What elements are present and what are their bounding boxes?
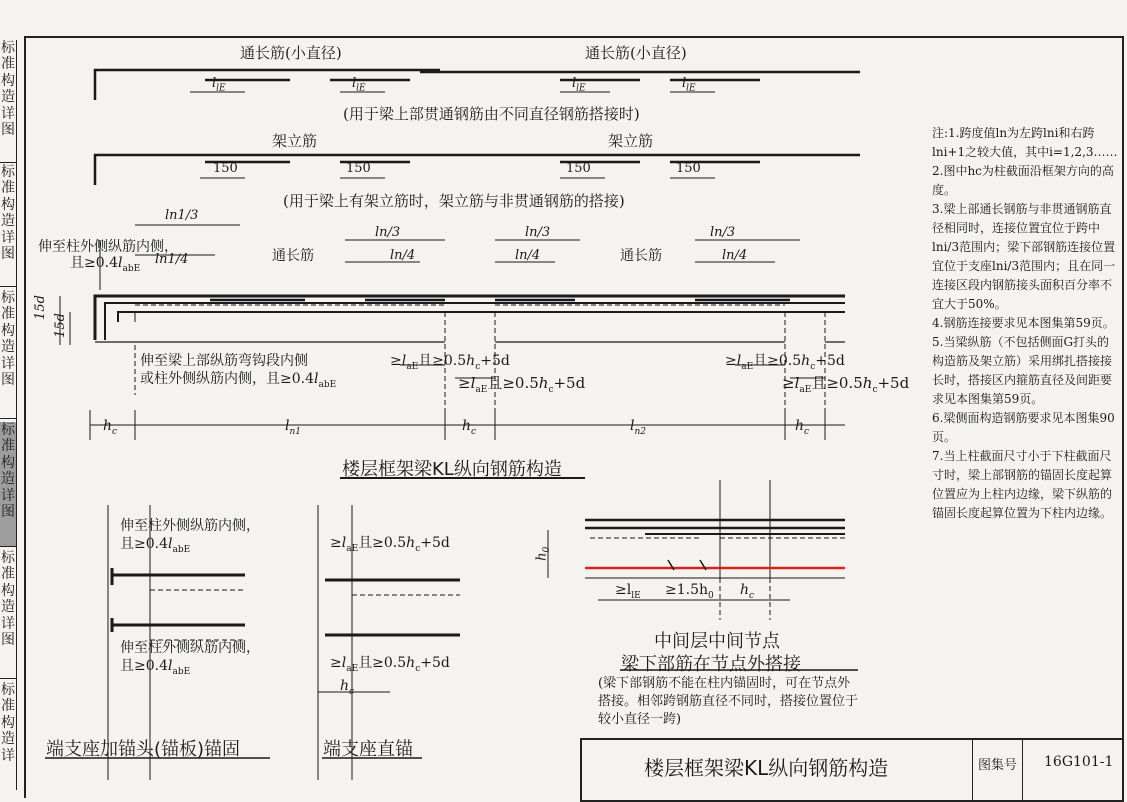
note-5: 5.当梁纵筋（不包括侧面G打头的构造筋及架立筋）采用绑扎搭接接长时，搭接区内箍筋直径及间距要求见本图集第59页。	[932, 335, 1113, 406]
anchor-plate-note-1: 伸至柱外侧纵筋内侧，	[120, 518, 260, 534]
through-bar-label-1: 通长筋	[272, 248, 314, 264]
lap-length-4: $l_{lE}$	[682, 76, 696, 94]
through-bar-small-label-right: 通长筋(小直径)	[585, 44, 687, 62]
main-diagram-title: 楼层框架梁KL纵向钢筋构造	[342, 459, 562, 480]
erect-bar-label-left: 架立筋	[272, 132, 318, 150]
hook-15d-outer: 15d	[32, 295, 48, 320]
through-bar-label-2: 通长筋	[620, 248, 662, 264]
ln-third-1: ln/3	[375, 225, 401, 240]
hc-dim-1: $h_c$	[103, 418, 118, 437]
ln-quarter-3: ln/4	[722, 248, 748, 263]
anchor-plate-note-3: 伸至柱外侧纵筋内侧，	[120, 640, 260, 656]
erect-dim-3: 150	[566, 161, 591, 176]
anchor-length-lower-1: $\ge l_{aE}$且$\ge 0.5h_c+5d$	[458, 374, 586, 395]
note-3: 3.梁上部通长钢筋与非贯通钢筋直径相同时，连接位置宜位于跨中lni/3范围内；梁下部钢筋连接位置宜位于支座lni/3范围内；且在同一连接区段内钢筋接头面积百分率不宜大于50%。	[932, 202, 1116, 311]
extend-note-line1: 伸至柱外侧纵筋内侧，	[38, 239, 178, 255]
anchor-length-upper-1: $\ge l_{aE}$且$\ge 0.5h_c+5d$	[390, 353, 510, 372]
note-7: 7.当上柱截面尺寸小于下柱截面尺寸时，梁上部钢筋的锚固长度起算位置应为上柱内边缘，梁下纵筋的锚固长度起算位置为下柱内边缘。	[932, 449, 1113, 520]
anchor-plate-note-4: 且$\ge 0.4l_{abE}$	[120, 658, 191, 677]
middle-node-lap-2: $\ge 1.5h_0$	[665, 582, 714, 601]
erect-dim-4: 150	[676, 161, 701, 176]
straight-anchor-length-2: $\ge l_{aE}$且$\ge 0.5h_c+5d$	[330, 655, 450, 674]
middle-node-hc: $h_c$	[740, 582, 755, 601]
top-diagram-caption: (用于梁上部贯通钢筋由不同直径钢筋搭接时)	[343, 105, 640, 123]
anchor-length-lower-2: $\ge l_{aE}$且$\ge 0.5h_c+5d$	[782, 374, 910, 395]
anchor-length-upper-2: $\ge l_{aE}$且$\ge 0.5h_c+5d$	[725, 353, 845, 372]
straight-anchor-title: 端支座直锚	[323, 739, 413, 760]
ln-third-3: ln/3	[710, 225, 736, 240]
title-block-title: 楼层框架梁KL纵向钢筋构造	[644, 756, 889, 780]
ln2-span: $l_{n2}$	[630, 418, 647, 437]
ln1-span: $l_{n1}$	[285, 418, 302, 437]
middle-node-lap-1: $\ge l_{lE}$	[615, 582, 641, 601]
hook-note-line1: 伸至梁上部纵筋弯钩段内侧	[140, 353, 308, 369]
note-6: 6.梁侧面构造钢筋要求见本图集90页。	[932, 411, 1115, 444]
through-bar-small-label-left: 通长筋(小直径)	[240, 44, 342, 62]
anchor-plate-note-2: 且$\ge 0.4l_{abE}$	[120, 536, 191, 555]
lap-length-1: $l_{lE}$	[212, 76, 226, 94]
anchor-plate-title: 端支座加锚头(锚板)锚固	[46, 739, 241, 760]
hook-15d-inner: 15d	[52, 313, 68, 338]
side-tab-4-active[interactable]: 标 准 构 造 详 图	[0, 422, 16, 547]
atlas-number-label: 图集号	[978, 758, 1018, 773]
ln-quarter-1: ln/4	[390, 248, 416, 263]
note-1: 注:1.跨度值ln为左跨lni和右跨lni+1之较大值，其中i=1,2,3……	[932, 126, 1118, 159]
side-tab-2[interactable]: 标 准 构 造 详 图	[0, 164, 16, 287]
erect-dim-2: 150	[346, 161, 371, 176]
hook-note-line2: 或柱外侧纵筋内侧，且$\ge 0.4l_{abE}$	[140, 371, 337, 390]
ln1-quarter: ln1/4	[155, 252, 189, 267]
middle-node-h0: $h_0$	[534, 546, 552, 561]
ln1-third: ln1/3	[165, 208, 199, 223]
note-2: 2.图中hc为柱截面沿框架方向的高度。	[932, 164, 1114, 197]
lap-length-3: $l_{lE}$	[572, 76, 586, 94]
ln-third-2: ln/3	[525, 225, 551, 240]
side-tab-1[interactable]: 标 准 构 造 详 图	[0, 40, 16, 163]
side-tab-3[interactable]: 标 准 构 造 详 图	[0, 290, 16, 419]
straight-anchor-hc: $h_c$	[340, 678, 355, 697]
notes-panel	[904, 124, 1120, 523]
note-4: 4.钢筋连接要求见本图集第59页。	[932, 316, 1115, 330]
side-tab-6[interactable]: 标 准 构 造 详	[1, 682, 15, 764]
middle-node-title-2: 梁下部筋在节点外搭接	[621, 654, 801, 675]
ln-quarter-2: ln/4	[515, 248, 541, 263]
erect-bar-label-right: 架立筋	[608, 132, 654, 150]
lap-length-2: $l_{lE}$	[352, 76, 366, 94]
atlas-number-value: 16G101-1	[1044, 754, 1114, 770]
middle-node-caption: (梁下部钢筋不能在柱内锚固时，可在节点外搭接。相邻跨钢筋直径不同时，搭接位置位于较小直径一跨)	[598, 676, 859, 727]
title-block	[580, 738, 1124, 802]
hc-dim-3: $h_c$	[795, 418, 810, 437]
side-tab-5[interactable]: 标 准 构 造 详 图	[0, 550, 16, 679]
extend-note-line2: 且$\ge 0.4l_{abE}$	[70, 255, 141, 274]
erect-diagram-caption: (用于梁上有架立筋时，架立筋与非贯通钢筋的搭接)	[283, 192, 625, 210]
hc-dim-2: $h_c$	[462, 418, 477, 437]
straight-anchor-length-1: $\ge l_{aE}$且$\ge 0.5h_c+5d$	[330, 535, 450, 554]
middle-node-title-1: 中间层中间节点	[654, 631, 780, 652]
erect-dim-1: 150	[213, 161, 238, 176]
